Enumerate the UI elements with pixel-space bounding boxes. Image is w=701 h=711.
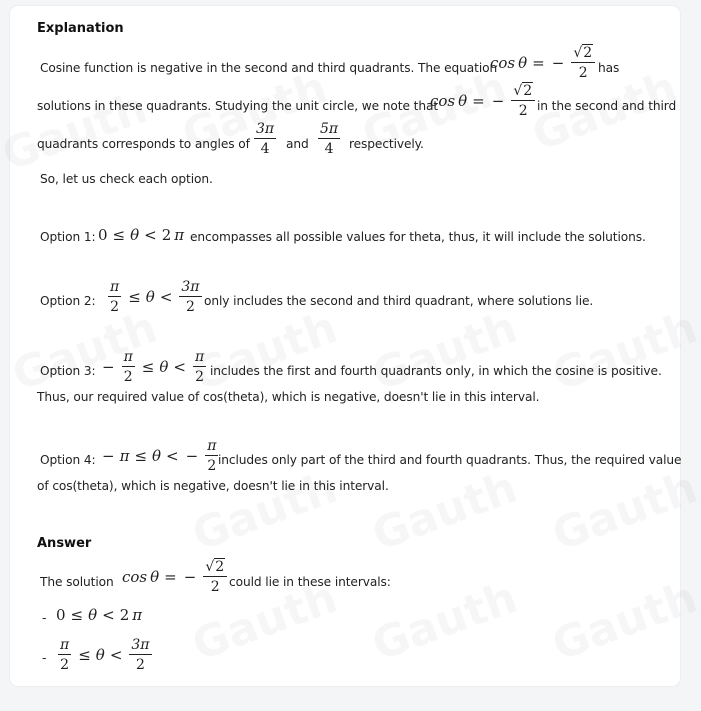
watermark [546, 462, 701, 561]
option-1-text: encompasses all possible values for theta, thus, it will include the solutions. [190, 230, 646, 244]
math-cos-eq-2: cos θ = − $\frac{√2}{2}$ [430, 84, 537, 118]
paragraph-line-3-end: respectively. [349, 137, 424, 151]
paragraph-line-1: Cosine function is negative in the second and third quadrants. The equation [40, 61, 498, 75]
watermark [186, 462, 344, 561]
option-4-text-2: of cos(theta), which is negative, doesn't lie in this interval. [37, 479, 389, 493]
paragraph-line-1-end: has [598, 61, 620, 75]
answer-bullet-1: - [42, 611, 47, 625]
math-3pi-4: $\frac{3\pi}{4}$ [256, 121, 275, 157]
watermark [366, 462, 524, 561]
math-5pi-4: $\frac{5\pi}{4}$ [320, 121, 339, 157]
watermark [546, 302, 701, 401]
answer-bullet-2: - [42, 651, 47, 665]
answer-lead-end: could lie in these intervals: [229, 575, 391, 589]
option-4-label: Option 4: [40, 453, 96, 467]
math-option-2: $\frac{\pi}{2}$ ≤ θ < $\frac{3\pi}{2}$ [110, 279, 200, 315]
option-1-label: Option 1: [40, 230, 96, 244]
option-3-text: includes the first and fourth quadrants only, in which the cosine is positive. [210, 364, 662, 378]
paragraph-line-2-end: in the second and third [537, 99, 677, 113]
watermark [366, 302, 524, 401]
math-cos-eq-1: cos θ = − $\frac{√2}{2}$ [490, 46, 597, 80]
option-3-label: Option 3: [40, 364, 96, 378]
math-option-4: − π ≤ θ < − $\frac{\pi}{2}$ [102, 438, 217, 474]
watermark [0, 82, 154, 181]
watermark [186, 302, 344, 401]
paragraph-line-3-and: and [286, 137, 309, 151]
watermark [546, 572, 701, 671]
option-2-label: Option 2: [40, 294, 96, 308]
answer-lead: The solution [40, 575, 114, 589]
option-2-text: only includes the second and third quadrant, where solutions lie. [204, 294, 594, 308]
option-4-text: includes only part of the third and fourth quadrants. Thus, the required value [218, 453, 682, 467]
explanation-heading: Explanation [37, 21, 124, 36]
answer-heading: Answer [37, 536, 92, 551]
math-option-1: 0 ≤ θ < 2 π [98, 225, 185, 244]
math-answer-cos-eq: cos θ = − $\frac{√2}{2}$ [122, 560, 229, 594]
paragraph-line-3: quadrants corresponds to angles of [37, 137, 250, 151]
math-answer-interval-2: $\frac{\pi}{2}$ ≤ θ < $\frac{3\pi}{2}$ [60, 637, 150, 673]
check-options-text: So, let us check each option. [40, 172, 213, 186]
paragraph-line-2: solutions in these quadrants. Studying the unit circle, we note that [37, 99, 438, 113]
math-option-3: − $\frac{\pi}{2}$ ≤ θ < $\frac{\pi}{2}$ [102, 349, 205, 385]
math-answer-interval-1: 0 ≤ θ < 2 π [56, 605, 143, 624]
option-3-text-2: Thus, our required value of cos(theta), which is negative, doesn't lie in this interval. [37, 390, 540, 404]
